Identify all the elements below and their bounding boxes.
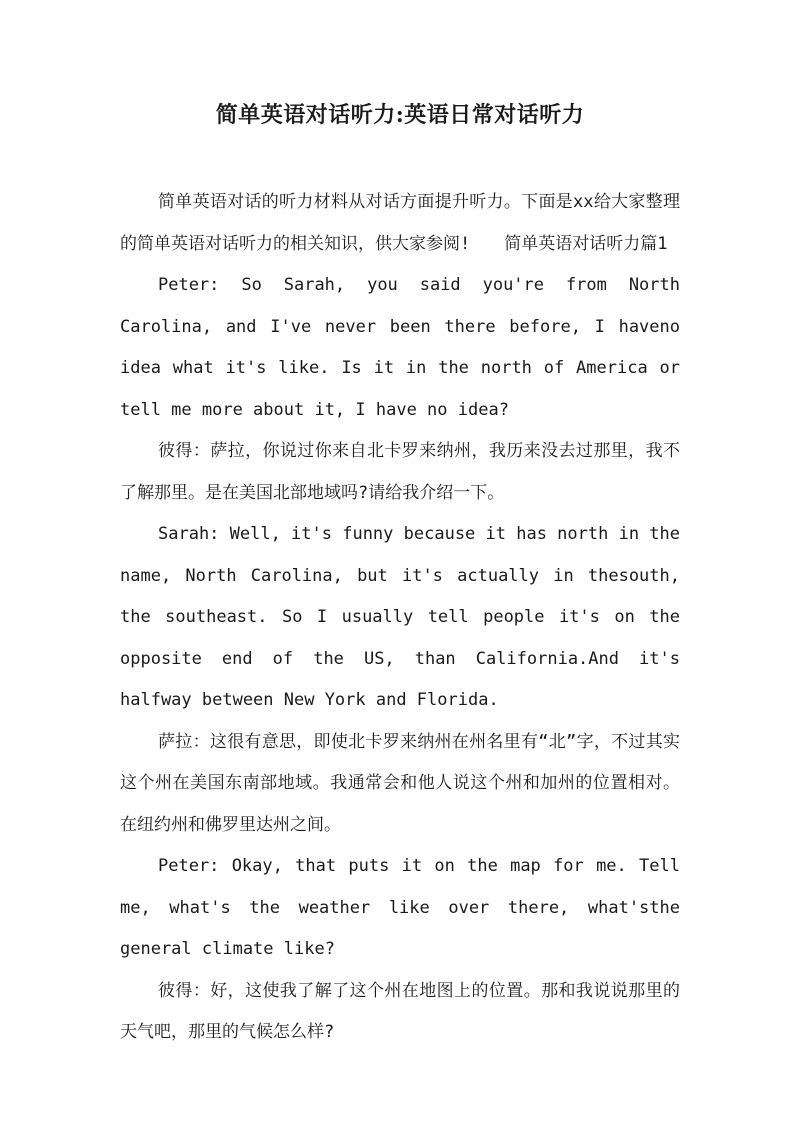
paragraph-peter-1-en: Peter: So Sarah, you said you're from North Carolina, and I've never been there before, I haveno idea what it's like. Is it in the north of America or tell me more about it, I have no idea?: [120, 275, 680, 420]
paragraph-peter-1-zh: 彼得：萨拉，你说过你来自北卡罗来纳州，我历来没去过那里，我不了解那里。是在美国北部地域吗?请给我介绍一下。: [120, 441, 680, 503]
paragraph-peter-2-en: Peter: Okay, that puts it on the map for me. Tell me, what's the weather like over there, what'sthe general climate like?: [120, 856, 680, 959]
paragraph-intro: 简单英语对话的听力材料从对话方面提升听力。下面是xx给大家整理的简单英语对话听力的相关知识，供大家参阅! 简单英语对话听力篇1: [120, 192, 680, 254]
paragraph-peter-2-zh: 彼得：好，这使我了解了这个州在地图上的位置。那和我说说那里的天气吧，那里的气候怎么样?: [120, 980, 680, 1042]
document-body: [120, 182, 680, 1054]
paragraph-sarah-1-en: Sarah: Well, it's funny because it has north in the name, North Carolina, but it's actually in thesouth, the southeast. So I usually tell people it's on the opposite end of the US, than California.And it's halfway between New York and Florida.: [120, 524, 680, 710]
document-title: 简单英语对话听力:英语日常对话听力: [215, 102, 585, 128]
paragraph-sarah-1-zh: 萨拉：这很有意思，即使北卡罗来纳州在州名里有“北”字，不过其实这个州在美国东南部地域。我通常会和他人说这个州和加州的位置相对。在纽约州和佛罗里达州之间。: [120, 731, 680, 835]
